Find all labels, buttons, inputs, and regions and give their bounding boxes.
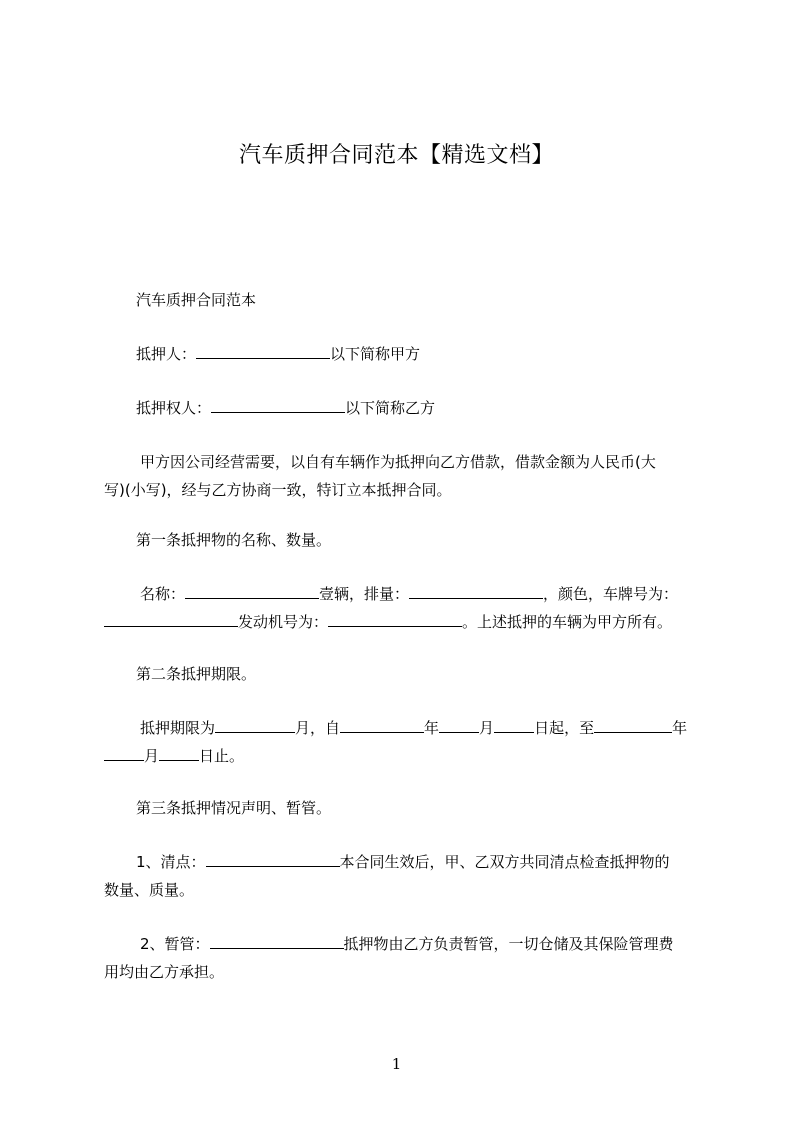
plate-number-blank [104,612,238,627]
pledgee-label: 抵押权人： [136,399,212,417]
vehicle-name-blank [185,584,319,599]
pledgee-suffix: 以下简称乙方 [345,399,436,417]
vehicle-name-label: 名称： [140,585,186,603]
pledgor-suffix: 以下简称甲方 [330,345,421,363]
start-month-text: 月 [479,719,495,737]
item-1-blank [206,852,340,867]
item-1-text: 本合同生效后，甲、乙双方共同清点检查抵押物的 [339,853,670,871]
vehicle-unit-text: 壹辆，排量： [319,585,410,603]
item-2-label: 2、暂管： [140,935,210,953]
pledgor-line [104,338,732,371]
end-day-text: 日止。 [199,747,245,765]
start-year-blank [340,718,424,733]
start-year-text: 年 [424,719,440,737]
period-months-blank [215,718,295,733]
ownership-text: 。上述抵押的车辆为甲方所有。 [462,613,673,631]
page-number: 1 [391,1055,402,1073]
item-2-text: 抵押物由乙方负责暂管，一切仓储及其保险管理费 [343,935,674,953]
item-2-blank [210,934,344,949]
engine-number-blank [328,612,462,627]
engine-number-label: 发动机号为： [238,613,329,631]
pledgor-blank [196,344,330,359]
intro-line-2: 写)(小写)，经与乙方协商一致，特订立本抵押合同。 [104,481,452,499]
vehicle-color-text: ，颜色，车牌号为： [543,585,679,603]
article-3-title: 第三条抵押情况声明、暂管。 [136,799,332,817]
period-label: 抵押期限为 [140,719,216,737]
start-day-text: 日起，至 [534,719,595,737]
end-year-text: 年 [672,719,688,737]
item-2-line-2: 用均由乙方承担。 [104,963,225,981]
article-1-title: 第一条抵押物的名称、数量。 [136,531,332,549]
item-1-label: 1、清点： [136,853,206,871]
article-2-title: 第二条抵押期限。 [136,665,257,683]
end-year-blank [594,718,672,733]
start-day-blank [494,718,534,733]
end-month-text: 月 [144,747,160,765]
period-from-text: 月，自 [295,719,341,737]
article-1-line-2 [104,606,700,639]
pledgee-blank [211,398,345,413]
article-2-line-2 [104,740,700,773]
item-1-line-2: 数量、质量。 [104,881,195,899]
contract-subtitle: 汽车质押合同范本 [136,291,257,309]
pledgee-line [104,392,732,425]
displacement-blank [409,584,543,599]
pledgor-label: 抵押人： [136,345,197,363]
intro-line-1: 甲方因公司经营需要，以自有车辆作为抵押向乙方借款，借款金额为人民币(大 [140,453,656,471]
end-day-blank [159,746,199,761]
document-title: 汽车质押合同范本【精选文档】 [238,143,554,168]
end-month-blank [104,746,144,761]
start-month-blank [439,718,479,733]
